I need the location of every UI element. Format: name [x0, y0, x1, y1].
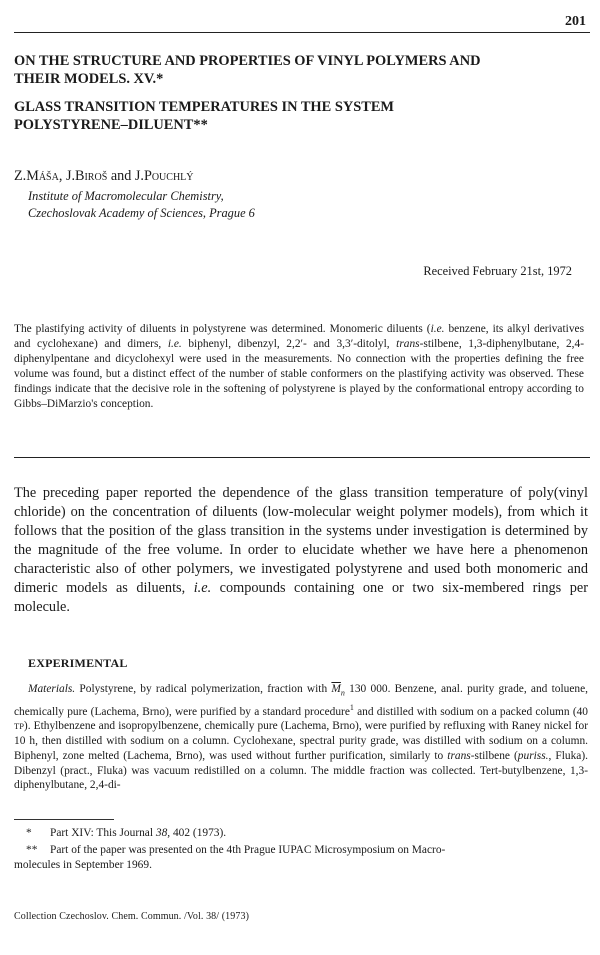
authors: Z.Máša, J.Biroš and J.Pouchlý [14, 168, 194, 184]
author-3-name: Pouchlý [143, 168, 194, 184]
materials-paragraph: Materials. Polystyrene, by radical polymerization, fraction with $\overline{M}_n$ 130 000. Benzene, anal. purity grade, and toluene, chemically pure (Lachema, Brno), were purified by a standard procedure$^1$ and distilled with sodium on a packed column (40 TP). Ethylbenzene and isopropylbenzene, chemically pure (Lachema, Brno), were purified by refluxing with Raney nickel for 10 h, then distilled with sodium on a column. Cyclohexane, spectral purity grade, was distilled with sodium on a column. Biphenyl, zone melted (Lachema, Brno), was used without further purification, similarly to trans-stilbene (puriss., Fluka). Dibenzyl (pract., Fluka) was vacuum redistilled on a column. The middle fraction was collected. Tert-butylbenzene, 1,3-diphenylbutane, 2,4-di- [14, 683, 588, 792]
author-3-initial: J. [134, 168, 144, 184]
materials-lead: Materials. [28, 683, 76, 695]
abstract [14, 322, 584, 412]
mn-subscript: n [340, 688, 345, 698]
footnote-rule [14, 819, 114, 820]
received-date: Received February 21st, 1972 [423, 264, 572, 278]
introduction [14, 484, 588, 617]
paper-title [14, 98, 584, 134]
reference-1: 1 [349, 702, 354, 712]
journal-footer: Collection Czechoslov. Chem. Commun. /Vol. 38/ (1973) [14, 911, 250, 922]
header-rule [14, 32, 590, 33]
affiliation-line-1: Institute of Macromolecular Chemistry, [28, 189, 224, 203]
intro-paragraph: The preceding paper reported the dependence of the glass transition temperature of poly(vinyl chloride) on the concentration of diluents (low-molecular weight polymer models), from which it follows that the position of the glass transition in the systems under investigation is determined by the magnitude of the free volume. In order to elucidate whether we have here a phenomenon characteristic also of other polymers, we investigated polystyrene and used both monomeric and dimeric models as diluents, i.e. compounds containing one or two six-membered rings per molecule. [14, 485, 588, 615]
section-heading-experimental: EXPERIMENTAL [28, 656, 128, 670]
author-conjunction: and [107, 168, 135, 184]
series-title [14, 52, 584, 88]
page-number: 201 [565, 14, 586, 29]
tp-unit: TP [14, 721, 24, 732]
footnote-2: ** Part of the paper was presented on the 4th Prague IUPAC Microsymposium on Macro- molecules in September 1969. [14, 844, 446, 871]
footnote-1: * Part XIV: This Journal 38, 402 (1973). [14, 826, 588, 841]
affiliation-line-2: Czechoslovak Academy of Sciences, Prague 6 [28, 206, 255, 220]
abstract-text: The plastifying activity of diluents in polystyrene was determined. Monomeric diluents (i.e. benzene, its alkyl derivatives and cyclohexane) and dimers, i.e. biphenyl, dibenzyl, 2,2′- and 3,3′-ditolyl, trans-stilbene, 1,3-diphenylbutane, 2,4-diphenylpentane and dicyclohexyl were used in the measurements. No connection with the properties defining the free volume was found, but a distinct effect of the number of stable conformers on the plastifying activity was observed. These findings indicate that the decisive role in the softening of polystyrene is played by the conformational entropy according to Gibbs–DiMarzio's conception. [14, 323, 585, 410]
abstract-rule [14, 457, 590, 458]
paper-title-line-1: GLASS TRANSITION TEMPERATURES IN THE SYSTEM [14, 99, 394, 115]
mn-symbol: $\overline{M}$ [331, 683, 341, 695]
series-title-line-2: THEIR MODELS. XV.* [14, 71, 164, 87]
experimental-body [14, 682, 588, 793]
series-title-line-1: ON THE STRUCTURE AND PROPERTIES OF VINYL POLYMERS AND [14, 53, 481, 69]
footnote-1-mark: * [26, 827, 32, 839]
author-1-initial: Z. [14, 168, 27, 184]
author-1-name: Máša [26, 168, 59, 184]
footnote-2-mark: ** [26, 844, 38, 856]
paper-title-line-2: POLYSTYRENE–DILUENT** [14, 117, 208, 133]
author-2-initial: J. [65, 168, 76, 184]
author-2-name: Biroš [75, 168, 108, 184]
